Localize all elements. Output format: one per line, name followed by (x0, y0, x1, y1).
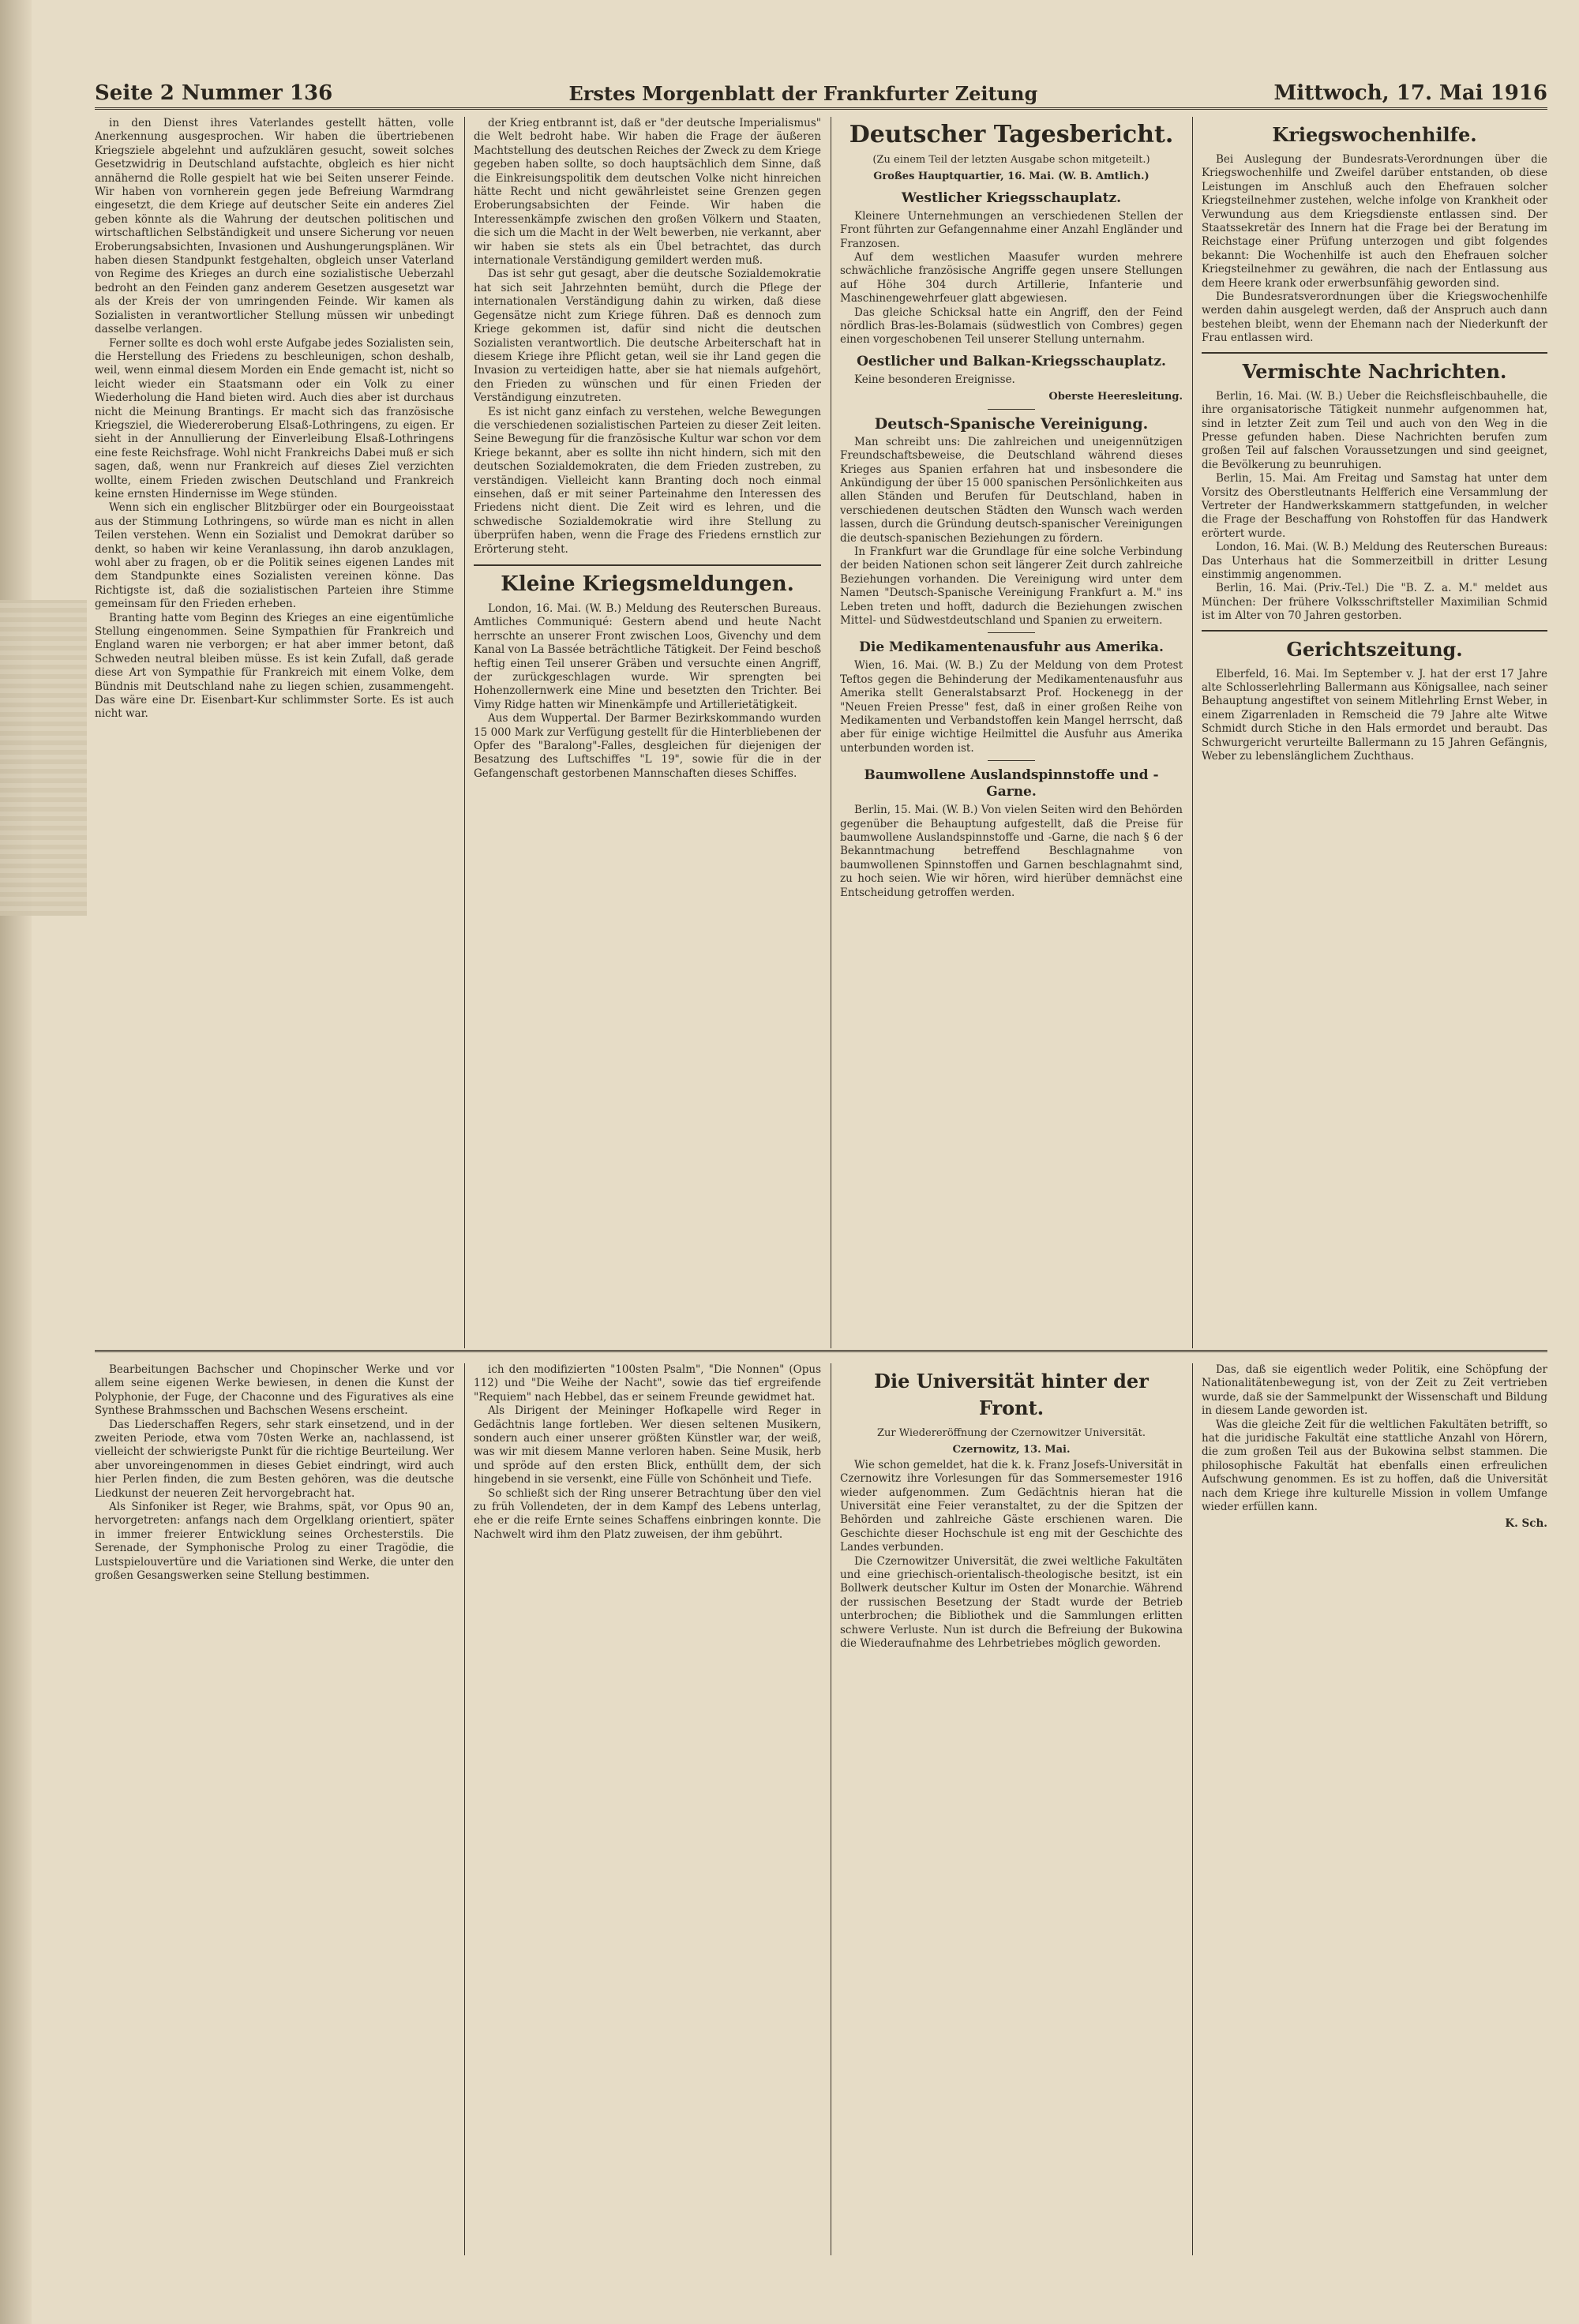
paragraph: Die Czernowitzer Universität, die zwei weltliche Fakultäten und eine griechisch-orientalisch-theologische besitzt, ist ein Bollwerk deutscher Kultur im Osten der Monarchie. Während der russischen Besetzung der Stadt wurde der Betrieb unterbrochen; die Bibliothek und die Sammlungen erlitten schwere Verluste. Nun ist durch die Befreiung der Bukowina die Wiederaufnahme des Lehrbetriebes möglich geworden. (840, 1554, 1183, 1651)
heading-medic: Die Medikamentenausfuhr aus Amerika. (859, 639, 1164, 656)
paragraph: Keine besonderen Ereignisse. (854, 373, 1015, 386)
dateline: Großes Hauptquartier, 16. Mai. (W. B. Amtlich.) (873, 171, 1150, 183)
masthead (95, 79, 1547, 110)
section-heading-vermischte: Vermischte Nachrichten. (1242, 359, 1507, 383)
page-fold-shadow (0, 0, 32, 2324)
paragraph: Als Dirigent der Meininger Hofkapelle wird Reger in Gedächtnis lange fortleben. Wer diesen seltenen Musikern, sondern auch einer unserer größten Künstler war, der weiß, was wir mit diesem Manne verloren haben. Seine Musik, herb und spröde auf den ersten Blick, enthüllt dem, der sich hingebend in sie versenkt, eine Fülle von Schönheit und Tiefe. (474, 1404, 821, 1486)
heading-cotton: Baumwollene Auslandspinnstoffe und -Garne. (864, 767, 1159, 800)
paragraph: Berlin, 16. Mai. (Priv.-Tel.) Die "B. Z. a. M." meldet aus München: Der frühere Volksschriftsteller Maximilian Schmid ist im Alter von 70 Jahren gestorben. (1202, 582, 1547, 623)
column-rule (464, 1363, 465, 2255)
column-3 (840, 117, 1183, 1348)
paragraph: Das ist sehr gut gesagt, aber die deutsche Sozialdemokratie hat sich seit Jahrzehnten bemüht, durch die Pflege der internationalen Verständigung dahin zu wirken, daß diese Gegensätze nicht zum Kriege führen. Daß es dennoch zum Kriege gekommen ist, dafür sind nicht die deutschen Sozialisten verantwortlich. Die deutsche Arbeiterschaft hat in diesem Kriege ihre Pflicht getan, weil sie ihr Land gegen die Invasion zu verteidigen hatte, aber sie hat niemals aufgehört, den Frieden zu wünschen und für einen Frieden der Verständigung einzutreten. (474, 268, 821, 405)
section-heading-gerichtszeitung: Gerichtszeitung. (1286, 637, 1463, 661)
heading-east: Oestlicher und Balkan-Kriegsschauplatz. (857, 353, 1166, 369)
subheading: Zur Wiedereröffnung der Czernowitzer Universität. (876, 1427, 1146, 1439)
column-2 (474, 117, 821, 1348)
paragraph: Bearbeitungen Bachscher und Chopinscher Werke und vor allem seine eigenen Werke bewiesen, in denen die Kunst der Polyphonie, der Fuge, der Chaconne und des Figuratives als eine Synthese Brahmsschen und Bachschen Wesens erscheint. (95, 1363, 454, 1418)
paragraph: Berlin, 16. Mai. (W. B.) Ueber die Reichsfleischbauhelle, die ihre organisatorische Tätigkeit nunmehr aufgenommen hat, sind in letzter Zeit zum Teil und auch von den Weg in die Presse gefunden haben. Diese Nachrichten berufen zum großen Teil auf falschen Voraussetzungen und sind geeignet, die Bevölkerung zu beunruhigen. (1202, 389, 1547, 471)
paragraph: Aus dem Wuppertal. Der Barmer Bezirkskommando wurden 15 000 Mark zur Verfügung gestellt für die Hinterbliebenen der Opfer des "Baralong"-Falles, desgleichen für diejenigen der Besatzung des Luftschiffes "L 19", sowie für die in der Gefangenschaft gestorbenen Mannschaften dieses Schiffes. (474, 712, 821, 780)
paragraph: Bei Auslegung der Bundesrats-Verordnungen über die Kriegswochenhilfe und Zweifel darüber entstanden, ob diese Leistungen im Anschluß auch den Ehefrauen solcher Kriegsteilnehmer zustehen, welche infolge von Krankheit oder Verwundung aus dem Kriegsdienste entlassen sind. Der Staatssekretär des Innern hat die Frage bei der Beratung im Reichstage einer Prüfung unterzogen und gibt folgendes bekannt: Die Wochenhilfe ist auch den Ehefrauen solcher Kriegsteilnehmer zu gewähren, die nach der Entlassung aus dem Heere krank oder erwerbsunfähig geworden sind. (1202, 153, 1547, 290)
paragraph: ich den modifizierten "100sten Psalm", "Die Nonnen" (Opus 112) und "Die Weihe der Nacht", sowie das tief ergreifende "Requiem" nach Hebbel, das er seinem Freunde gewidmet hat. (474, 1363, 821, 1404)
paragraph: Elberfeld, 16. Mai. Im September v. J. hat der erst 17 Jahre alte Schlosserlehrling Ballermann aus Königsallee, nach seiner Behauptung angestiftet von seinem Mitlehrling Ernst Weber, in einem Zigarrenladen in Remscheid die 79 Jahre alte Witwe Schmidt durch Stiche in den Hals ermordet und beraubt. Das Schwurgericht verurteilte Ballermann zu 15 Jahren Gefängnis, Weber zu lebenslänglichem Zuchthaus. (1202, 667, 1547, 763)
binding-tape (0, 600, 87, 916)
paragraph: in den Dienst ihres Vaterlandes gestellt hätten, volle Anerkennung ausgesprochen. Wir haben die übertriebenen Kriegsziele abgelehnt und aufzuklären gesucht, soweit solches Gesetzwidrig in Deutschland aufstachte, obgleich es hier nicht annähernd die Rolle gespielt hat wie bei Seiten unserer Feinde. Wir haben von vornherein gegen jede Befreiung Warmdrang eingesetzt, die dem Kriege auf deutscher Seite ein anderes Ziel geben könnte als die Wahrung der deutschen politischen und wirtschaftlichen Selbständigkeit und unsere Sicherung vor neuen Eroberungsabsichten, Invasionen und Aushungerungsplänen. Wir haben diesen Standpunkt festgehalten, obgleich unser Vaterland von Regime des Krieges an durch eine sozialistische Ueberzahl bedroht an den Feinden ganz anderem Gesetzen ausgesetzt war als der Kreis der von umringenden Feinde. Wir kamen als Sozialisten in verantwortlicher Stellung müssen wir unbedingt dasselbe verlangen. (95, 117, 454, 336)
heading-spain: Deutsch-Spanische Vereinigung. (874, 414, 1149, 433)
feuilleton-section (95, 1350, 1547, 2268)
feuilleton-column-1 (95, 1363, 454, 2255)
section-heading-universitaet: Die Universität hinter der Front. (874, 1370, 1149, 1419)
newspaper-title: Erstes Morgenblatt der Frankfurter Zeitung (568, 81, 1038, 105)
section-divider (1202, 352, 1547, 354)
paragraph: So schließt sich der Ring unserer Betrachtung über den viel zu früh Vollendeten, der in dem Kampf des Lebens unterlag, ehe er die reife Ernte seines Schaffens einbringen konnte. Die Nachwelt wird ihm den Platz zuweisen, der ihm gebührt. (474, 1486, 821, 1541)
subheading: (Zu einem Teil der letzten Ausgabe schon mitgeteilt.) (872, 154, 1150, 166)
section-heading-kriegswochenhilfe: Kriegswochenhilfe. (1272, 123, 1477, 146)
paragraph: London, 16. Mai. (W. B.) Meldung des Reuterschen Bureaus. Amtliches Communiqué: Gestern abend und heute Nacht herrschte an unserer Front zwischen Loos, Givenchy und dem Kanal von La Bassée beträchtliche Tätigkeit. Der Feind beschoß heftig einen Teil unserer Gräben und versuchte einen Angriff, der zurückgeschlagen wurde. Wir sprengten bei Hohenzollernwerk eine Mine und besetzten den Trichter. Bei Vimy Ridge hatten wir Minenkämpfe und Artillerietätigkeit. (474, 602, 821, 711)
feuilleton-column-2 (474, 1363, 821, 2255)
paragraph: Berlin, 15. Mai. (W. B.) Von vielen Seiten wird den Behörden gegenüber die Behauptung aufgestellt, daß die Preise für baumwollene Auslandspinnstoffe und -Garne, die nach § 6 der Bekanntmachung betreffend Beschlagnahme von baumwollenen Spinnstoffen und Garnen beschlagnahmt sind, zu hoch seien. Wie wir hören, wird hierüber demnächst eine Entscheidung getroffen werden. (840, 804, 1183, 899)
paragraph: Ferner sollte es doch wohl erste Aufgabe jedes Sozialisten sein, die Herstellung des Friedens zu beschleunigen, schon deshalb, weil, wenn einmal diesem Morden ein Ende gemacht ist, nicht so leicht wieder ein Staatsmann oder ein Volk zu einer Wiederholung die Hand bieten wird. Auch dies aber ist durchaus nicht die Meinung Brantings. Er macht sich das französische Kriegsziel, die Wiedereroberung Elsaß-Lothringens, zu eigen. Er sieht in der Annullierung der Einverleibung Elsaß-Lothringens eine feste Reichsfrage. Wohl nicht Frankreichs Dabei muß er sich sagen, daß, wenn nur Frankreich auf dieses Ziel verzichten wollte, einem Frieden zwischen Deutschland und Frankreich keine ernsten Hindernisse im Wege stünden. (95, 336, 454, 500)
paragraph: Kleinere Unternehmungen an verschiedenen Stellen der Front führten zur Gefangennahme einer Anzahl Engländer und Franzosen. (840, 209, 1183, 250)
section-divider (1202, 630, 1547, 632)
section-divider (474, 564, 821, 566)
paragraph: der Krieg entbrannt ist, daß er "der deutsche Imperialismus" die Welt bedroht habe. Wir haben die Frage der äußeren Machtstellung des deutschen Reiches der Zweck zu dem Kriege gegeben haben sollte, so doch hauptsächlich dem Sinne, daß die Einkreisungspolitik dem deutschen Volke nicht hinreichen hätte Recht und nicht gewährleistet seine Grenzen gegen Eroberungsabsichten der Feinde. Wir haben die Interessenkämpfe zwischen den großen Völkern und Staaten, die sich um die Macht in der Welt bewerben, nie verkannt, aber wir haben sie stets als ein Übel betrachtet, das durch internationale Verständigung gemildert werden muß. (474, 117, 821, 268)
heading-west: Westlicher Kriegsschauplatz. (901, 189, 1122, 206)
section-heading-kleine-kriegsmeldungen: Kleine Kriegsmeldungen. (501, 572, 794, 596)
paragraph: Die Bundesratsverordnungen über die Kriegswochenhilfe werden dahin ausgelegt werden, daß der Anspruch auch dann bestehen bleibt, wenn der Ehemann nach der Niederkunft der Frau entlassen wird. (1202, 290, 1547, 345)
paragraph: Branting hatte vom Beginn des Krieges an eine eigentümliche Stellung eingenommen. Seine Sympathien für Frankreich und England waren nie verborgen; er hat aber immer betont, daß Schweden neutral bleiben müsse. Es ist kein Zufall, daß gerade diese Art von Sympathie für Frankreich mit einem Volke, dem Bündnis mit Deutschland nahe zu liegen schien, zusammengeht. Das wäre eine Dr. Eisenbart-Kur schlimmster Sorte. Es ist auch nicht war. (95, 611, 454, 721)
author-signature: K. Sch. (1505, 1517, 1547, 1531)
paragraph: Als Sinfoniker ist Reger, wie Brahms, spät, vor Opus 90 an, hervorgetreten: anfangs nach dem Orgelklang orientiert, später in immer freierer Entwicklung seines Orchesterstils. Die Serenade, der Symphonische Prolog zu einer Tragödie, die Lustspielouvertüre und die Variationen sind Werke, die unter den großen Gesangswerken seine Stellung bestimmen. (95, 1501, 454, 1583)
page-number: Seite 2 Nummer 136 (95, 81, 333, 105)
paragraph: Das gleiche Schicksal hatte ein Angriff, den der Feind nördlich Bras-les-Bolamais (südwestlich von Combres) gegen einen vorgeschobenen Teil unserer Stellung unternahm. (840, 305, 1183, 347)
paragraph: In Frankfurt war die Grundlage für eine solche Verbindung der beiden Nationen schon seit längerer Zeit durch zahlreiche Beziehungen vorhanden. Die Vereinigung wird unter dem Namen "Deutsch-Spanische Vereinigung Frankfurt a. M." ins Leben treten und hofft, dadurch die Beziehungen zwischen Mittel- und Südwestdeutschland und Spanien zu erweitern. (840, 545, 1183, 627)
section-heading-tagesbericht: Deutscher Tagesbericht. (849, 121, 1174, 148)
paragraph: Wie schon gemeldet, hat die k. k. Franz Josefs-Universität in Czernowitz ihre Vorlesungen für das Sommersemester 1916 wieder aufgenommen. Zum Gedächtnis hieran hat die Universität eine Feier veranstaltet, zu der die Spitzen der Behörden und zahlreiche Gäste erschienen waren. Die Geschichte dieser Hochschule ist eng mit der Geschichte des Landes verbunden. (840, 1458, 1183, 1554)
paragraph: Wenn sich ein englischer Blitzbürger oder ein Bourgeoisstaat aus der Stimmung Lothringens, so würde man es nicht in allen Teilen verstehen. Wenn ein Sozialist und Demokrat darüber so denkt, so haben wir keine Veranlassung, ihn darob anzuklagen, wohl aber zu fragen, ob er die Politik seines eigenen Landes mit dem Standpunkte eines Sozialisten vereinen könne. Das Richtigste ist, daß die sozialistischen Parteien ihre Stimme gemeinsam für den Frieden erheben. (95, 501, 454, 611)
feuilleton-column-4 (1202, 1363, 1547, 2255)
paragraph: Das Liederschaffen Regers, sehr stark einsetzend, und in der zweiten Periode, etwa vom 70sten Werke an, nachlassend, ist vielleicht der schwierigste Punkt für die richtige Beurteilung. Wer aber unvoreingenommen in dieses Gebiet eindringt, wird auch hier Perlen finden, die zum Besten gehören, was die deutsche Liedkunst der neueren Zeit hervorgebracht hat. (95, 1418, 454, 1500)
column-1 (95, 117, 454, 1348)
paragraph: London, 16. Mai. (W. B.) Meldung des Reuterschen Bureaus: Das Unterhaus hat die Sommerzeitbill in dritter Lesung einstimmig angenommen. (1202, 541, 1547, 581)
divider (988, 632, 1035, 633)
paragraph: Das, daß sie eigentlich weder Politik, eine Schöpfung der Nationalitätenbewegung ist, von der Zeit zu Zeit vertrieben wurde, daß sie der Sammelpunkt der Wissenschaft und Bildung in diesem Lande geworden ist. (1202, 1363, 1547, 1418)
divider (988, 409, 1035, 410)
paragraph: Was die gleiche Zeit für die weltlichen Fakultäten betrifft, so hat die juridische Fakultät eine stattliche Anzahl von Hörern, die zum großen Teil aus der Bukowina selbst stammen. Die philosophische Fakultät hat ebenfalls einen erfreulichen Aufschwung genommen. Es ist zu hoffen, daß die Universität nach dem Kriege ihre kulturelle Mission in vollem Umfange wieder erfüllen kann. (1202, 1418, 1547, 1514)
column-4 (1202, 117, 1547, 1348)
column-rule (1192, 117, 1193, 1348)
divider (988, 760, 1035, 761)
newspaper-sheet (95, 55, 1547, 2289)
dateline: Czernowitz, 13. Mai. (952, 1444, 1071, 1456)
issue-date: Mittwoch, 17. Mai 1916 (1273, 81, 1547, 105)
paragraph: Auf dem westlichen Maasufer wurden mehrere schwächliche französische Angriffe gegen unsere Stellungen auf Höhe 304 durch Artillerie, Infanterie und Maschinengewehrfeuer glatt abgewiesen. (840, 251, 1183, 305)
feuilleton-column-3 (840, 1363, 1183, 2255)
paragraph: Wien, 16. Mai. (W. B.) Zu der Meldung von dem Protest Teftos gegen die Behinderung der Medikamentenausfuhr aus Amerika stellt Generalstabsarzt Prof. Hockenegg in der "Neuen Freien Presse" fest, daß in einer großen Reihe von Medikamenten und Verbandstoffen kein Mangel herrscht, daß aber für einige wichtige Heilmittel die Ausfuhr aus Amerika unterbunden worden ist. (840, 659, 1183, 755)
column-rule (1192, 1363, 1193, 2255)
paragraph: Berlin, 15. Mai. Am Freitag und Samstag hat unter dem Vorsitz des Oberstleutnants Helfferich eine Versammlung der Vertreter der Handwerkskammern stattgefunden, in welcher die Frage der Beschaffung von Rohstoffen für das Handwerk erörtert wurde. (1202, 472, 1547, 540)
signature: Oberste Heeresleitung. (1048, 391, 1183, 403)
paragraph: Es ist nicht ganz einfach zu verstehen, welche Bewegungen die verschiedenen sozialistischen Parteien zu dieser Zeit leiten. Seine Bewegung für die französische Kultur war schon vor dem Kriege bekannt, aber es sollte ihn nicht hindern, sich mit den deutschen Sozialdemokraten, die dem Frieden zustreben, zu verständigen. Vielleicht kann Branting doch noch einmal einsehen, daß er mit seiner Parteinahme den Interessen des Friedens nicht dient. Die Zeit wird es lehren, und die schwedische Sozialdemokratie wird ihre Stellung zu überprüfen haben, wenn die Frage des Friedens ernstlich zur Erörterung steht. (474, 405, 821, 556)
column-rule (464, 117, 465, 1348)
paragraph: Man schreibt uns: Die zahlreichen und uneigennützigen Freundschaftsbeweise, die Deutschland während dieses Krieges aus Spanien erfahren hat und insbesondere die Ankündigung der über 15 000 spanischen Persönlichkeiten aus allen Ständen und Berufen für Deutschland, haben in verschiedenen deutschen Städten den Wunsch wach werden lassen, durch die Gründung deutsch-spanischer Vereinigungen die deutsch-spanischen Beziehungen zu fördern. (840, 435, 1183, 545)
